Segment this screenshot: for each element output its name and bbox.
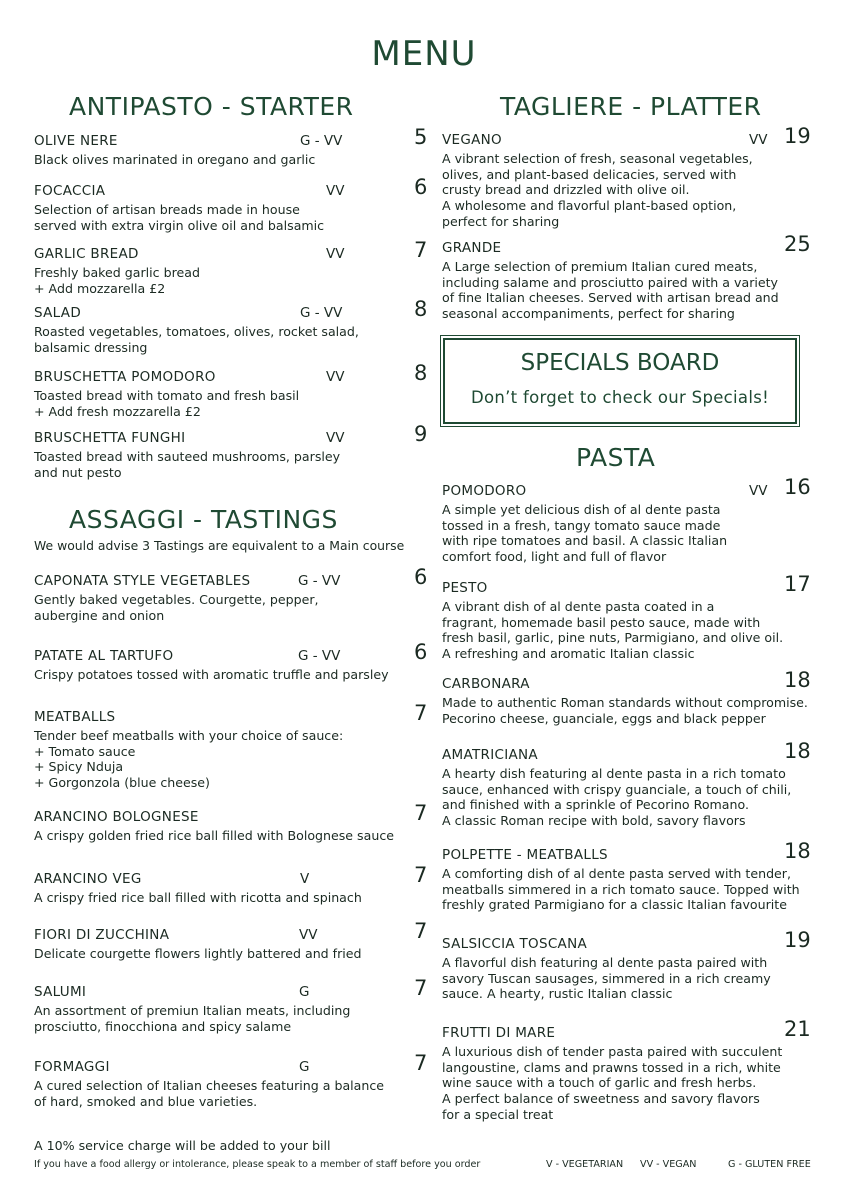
- description-line: A crispy fried rice ball filled with ricotta and spinach: [34, 890, 362, 905]
- pasta-heading: PASTA: [576, 443, 656, 472]
- item-description: [34, 667, 389, 683]
- description-line: Made to authentic Roman standards without compromise.: [442, 695, 808, 710]
- item-description: [34, 152, 315, 168]
- specials-board: [443, 338, 797, 424]
- item-description: [442, 599, 783, 662]
- item-diet: G: [299, 1059, 310, 1075]
- item-name: ARANCINO BOLOGNESE: [34, 809, 199, 825]
- item-diet: G - VV: [300, 305, 343, 321]
- item-diet: G - VV: [298, 648, 341, 664]
- item-diet: G: [299, 984, 310, 1000]
- item-description: [34, 828, 394, 844]
- description-line: sauce. A hearty, rustic Italian classic: [442, 986, 673, 1002]
- description-line: A luxurious dish of tender pasta paired with succulent: [442, 1044, 783, 1059]
- item-price: 6: [414, 565, 428, 589]
- item-diet: V: [300, 871, 310, 887]
- description-line: A flavorful dish featuring al dente pasta paired with: [442, 955, 768, 970]
- item-price: 18: [784, 839, 811, 863]
- item-description: [442, 259, 779, 322]
- description-line: sauce, enhanced with crispy guanciale, a touch of chili,: [442, 781, 792, 797]
- item-price: 5: [414, 125, 428, 149]
- item-diet: G - VV: [300, 133, 343, 149]
- item-description: [34, 592, 319, 623]
- description-line: and finished with a sprinkle of Pecorino Romano.: [442, 797, 749, 813]
- item-description: [442, 955, 771, 1002]
- description-line: A wholesome and flavorful plant-based option,: [442, 198, 737, 214]
- description-line: Freshly baked garlic bread: [34, 265, 200, 280]
- description-line: langoustine, clams and prawns tossed in a rich, white: [442, 1059, 781, 1075]
- item-description: [34, 728, 343, 791]
- description-line: with ripe tomatoes and basil. A classic Italian: [442, 533, 728, 549]
- item-name: ARANCINO VEG: [34, 871, 142, 887]
- item-price: 17: [784, 572, 811, 596]
- item-diet: VV: [326, 183, 345, 199]
- item-description: [34, 449, 340, 480]
- description-line: Roasted vegetables, tomatoes, olives, rocket salad,: [34, 324, 359, 339]
- item-description: [34, 946, 362, 962]
- item-diet: VV: [326, 369, 345, 385]
- item-price: 7: [414, 238, 428, 262]
- item-name: SALSICCIA TOSCANA: [442, 936, 588, 952]
- description-line: A comforting dish of al dente pasta served with tender,: [442, 866, 791, 881]
- item-price: 18: [784, 668, 811, 692]
- item-name: FRUTTI DI MARE: [442, 1025, 556, 1041]
- description-line: + Add mozzarella £2: [34, 280, 166, 296]
- description-line: fragrant, homemade basil pesto sauce, made with: [442, 614, 761, 630]
- description-line: A vibrant dish of al dente pasta coated in a: [442, 599, 715, 614]
- item-name: SALAD: [34, 305, 82, 321]
- item-name: POMODORO: [442, 483, 527, 499]
- antipasto-heading: ANTIPASTO - STARTER: [69, 92, 354, 121]
- item-price: 19: [784, 124, 811, 148]
- item-price: 7: [414, 976, 428, 1000]
- item-name: SALUMI: [34, 984, 87, 1000]
- item-name: POLPETTE - MEATBALLS: [442, 847, 608, 863]
- item-price: 7: [414, 1051, 428, 1075]
- description-line: prosciutto, finocchiona and spicy salame: [34, 1018, 292, 1034]
- description-line: Toasted bread with tomato and fresh basil: [34, 388, 300, 403]
- item-diet: VV: [326, 246, 345, 262]
- description-line: Toasted bread with sauteed mushrooms, parsley: [34, 449, 341, 464]
- description-line: Black olives marinated in oregano and garlic: [34, 152, 316, 167]
- assaggi-heading: ASSAGGI - TASTINGS: [69, 505, 338, 534]
- description-line: comfort food, light and full of flavor: [442, 549, 667, 565]
- description-line: An assortment of premiun Italian meats, including: [34, 1003, 351, 1018]
- description-line: A classic Roman recipe with bold, savory flavors: [442, 813, 746, 829]
- description-line: of hard, smoked and blue varieties.: [34, 1093, 258, 1109]
- item-description: [34, 890, 362, 906]
- item-name: CARBONARA: [442, 676, 530, 692]
- item-price: 18: [784, 739, 811, 763]
- item-price: 21: [784, 1017, 811, 1041]
- item-price: 6: [414, 640, 428, 664]
- description-line: served with extra virgin olive oil and balsamic: [34, 217, 325, 233]
- description-line: fresh basil, garlic, pine nuts, Parmigiano, and olive oil.: [442, 630, 784, 646]
- description-line: A perfect balance of sweetness and savory flavors: [442, 1091, 760, 1107]
- description-line: A vibrant selection of fresh, seasonal vegetables,: [442, 151, 753, 166]
- description-line: A hearty dish featuring al dente pasta in a rich tomato: [442, 766, 786, 781]
- item-description: [442, 866, 800, 913]
- item-price: 7: [414, 919, 428, 943]
- description-line: Pecorino cheese, guanciale, eggs and black pepper: [442, 710, 766, 726]
- legend-gluten-free: G - GLUTEN FREE: [728, 1159, 811, 1170]
- description-line: wine sauce with a touch of garlic and fresh herbs.: [442, 1075, 757, 1091]
- item-price: 25: [784, 232, 811, 256]
- item-name: VEGANO: [442, 132, 502, 148]
- description-line: savory Tuscan sausages, simmered in a rich creamy: [442, 970, 771, 986]
- item-price: 9: [414, 422, 428, 446]
- item-description: [442, 151, 753, 230]
- allergy-note: If you have a food allergy or intolerance, please speak to a member of staff before you order: [34, 1159, 481, 1170]
- item-name: PATATE AL TARTUFO: [34, 648, 174, 664]
- item-description: [34, 202, 324, 233]
- item-name: BRUSCHETTA POMODORO: [34, 369, 216, 385]
- item-price: 16: [784, 475, 811, 499]
- description-line: Crispy potatoes tossed with aromatic truffle and parsley: [34, 667, 389, 682]
- description-line: tossed in a fresh, tangy tomato sauce made: [442, 517, 721, 533]
- item-description: [442, 695, 808, 726]
- tagliere-heading: TAGLIERE - PLATTER: [500, 92, 762, 121]
- item-price: 7: [414, 863, 428, 887]
- item-description: [442, 502, 727, 565]
- item-description: [34, 1078, 384, 1109]
- item-name: FORMAGGI: [34, 1059, 110, 1075]
- specials-title: SPECIALS BOARD: [520, 350, 720, 376]
- item-name: GRANDE: [442, 240, 502, 256]
- description-line: and nut pesto: [34, 464, 122, 480]
- item-price: 7: [414, 701, 428, 725]
- description-line: aubergine and onion: [34, 607, 165, 623]
- legend-vegan: VV - VEGAN: [640, 1159, 697, 1170]
- item-name: FOCACCIA: [34, 183, 106, 199]
- description-line: A simple yet delicious dish of al dente pasta: [442, 502, 721, 517]
- description-line: for a special treat: [442, 1106, 554, 1122]
- item-diet: VV: [749, 132, 768, 148]
- item-price: 19: [784, 928, 811, 952]
- description-line: perfect for sharing: [442, 213, 560, 229]
- item-description: [34, 324, 359, 355]
- item-diet: VV: [299, 927, 318, 943]
- description-line: + Gorgonzola (blue cheese): [34, 775, 210, 791]
- item-diet: VV: [326, 430, 345, 446]
- item-name: AMATRICIANA: [442, 747, 538, 763]
- description-line: + Spicy Nduja: [34, 759, 124, 775]
- item-price: 8: [414, 297, 428, 321]
- description-line: A cured selection of Italian cheeses featuring a balance: [34, 1078, 385, 1093]
- item-price: 8: [414, 361, 428, 385]
- item-name: CAPONATA STYLE VEGETABLES: [34, 573, 251, 589]
- item-description: [34, 265, 200, 296]
- description-line: balsamic dressing: [34, 339, 148, 355]
- specials-subtitle: Don’t forget to check our Specials!: [470, 388, 770, 407]
- description-line: A crispy golden fried rice ball filled with Bolognese sauce: [34, 828, 394, 843]
- item-price: 6: [414, 175, 428, 199]
- item-name: OLIVE NERE: [34, 133, 118, 149]
- assaggi-note: We would advise 3 Tastings are equivalent to a Main course: [34, 538, 405, 553]
- description-line: of fine Italian cheeses. Served with artisan bread and: [442, 290, 779, 306]
- description-line: A refreshing and aromatic Italian classic: [442, 646, 695, 662]
- service-charge-note: A 10% service charge will be added to your bill: [34, 1138, 331, 1153]
- legend-vegetarian: V - VEGETARIAN: [546, 1159, 624, 1170]
- item-description: [34, 388, 299, 419]
- description-line: Delicate courgette flowers lightly battered and fried: [34, 946, 362, 961]
- item-name: BRUSCHETTA FUNGHI: [34, 430, 186, 446]
- item-name: GARLIC BREAD: [34, 246, 139, 262]
- description-line: Gently baked vegetables. Courgette, pepper,: [34, 592, 319, 607]
- item-diet: VV: [749, 483, 768, 499]
- description-line: including salame and prosciutto paired with a variety: [442, 274, 779, 290]
- item-name: FIORI DI ZUCCHINA: [34, 927, 170, 943]
- item-description: [34, 1003, 350, 1034]
- description-line: meatballs simmered in a rich tomato sauce. Topped with: [442, 881, 800, 897]
- item-name: MEATBALLS: [34, 709, 116, 725]
- description-line: + Tomato sauce: [34, 743, 136, 759]
- description-line: Selection of artisan breads made in house: [34, 202, 300, 217]
- description-line: freshly grated Parmigiano for a classic Italian favourite: [442, 897, 787, 913]
- description-line: seasonal accompaniments, perfect for sharing: [442, 306, 735, 322]
- description-line: + Add fresh mozzarella £2: [34, 403, 201, 419]
- item-price: 7: [414, 801, 428, 825]
- menu-title: MENU: [371, 34, 477, 74]
- item-name: PESTO: [442, 580, 488, 596]
- description-line: olives, and plant-based delicacies, served with: [442, 166, 737, 182]
- item-description: [442, 766, 791, 829]
- item-description: [442, 1044, 782, 1123]
- description-line: crusty bread and drizzled with olive oil.: [442, 182, 690, 198]
- description-line: A Large selection of premium Italian cured meats,: [442, 259, 758, 274]
- item-diet: G - VV: [298, 573, 341, 589]
- description-line: Tender beef meatballs with your choice of sauce:: [34, 728, 344, 743]
